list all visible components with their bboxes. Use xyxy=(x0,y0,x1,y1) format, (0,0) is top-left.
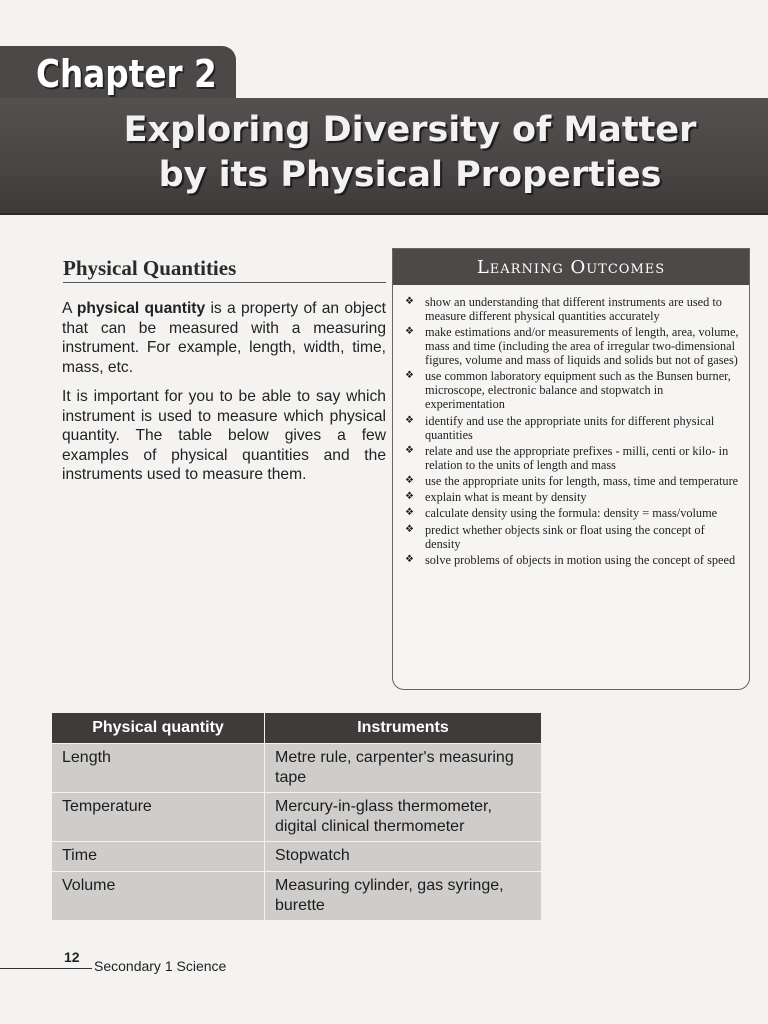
diamond-dots-icon: ❖ xyxy=(405,507,414,519)
chapter-title-line1: Exploring Diversity of Matter xyxy=(123,110,697,150)
para1-bold-term: physical quantity xyxy=(76,300,206,317)
chapter-title-line2: by its Physical Properties xyxy=(158,155,662,195)
diamond-dots-icon: ❖ xyxy=(405,444,414,456)
table-cell-instruments: Mercury-in-glass thermometer, digital clinical thermometer xyxy=(265,793,542,842)
learning-outcome-item xyxy=(405,490,741,504)
learning-outcome-item xyxy=(405,506,741,520)
table-cell-instruments: Measuring cylinder, gas syringe, burette xyxy=(265,872,542,921)
table-cell-quantity: Temperature xyxy=(52,793,265,842)
table-row xyxy=(52,793,542,842)
learning-outcome-text: use common laboratory equipment such as the Bunsen burner, microscope, electronic balance and stopwatch in experimentation xyxy=(425,369,731,412)
learning-outcome-text: relate and use the appropriate prefixes - milli, centi or kilo- in relation to the units of length and mass xyxy=(425,443,729,472)
learning-outcome-text: calculate density using the formula: density = mass/volume xyxy=(425,506,718,521)
table-cell-quantity: Volume xyxy=(52,872,265,921)
learning-outcome-text: show an understanding that different instruments are used to measure different physical quantities accurately xyxy=(425,295,722,323)
chapter-label: Chapter 2 xyxy=(36,52,217,96)
explanation-paragraph: It is important for you to be able to say which instrument is used to measure which physical quantity. The table below gives a few examples of physical quantities and the instruments used to measure them. xyxy=(62,388,386,483)
table-cell-instruments: Stopwatch xyxy=(265,842,542,872)
diamond-dots-icon: ❖ xyxy=(405,370,414,382)
heading-underline xyxy=(63,282,386,283)
table-cell-quantity: Length xyxy=(52,744,265,793)
diamond-dots-icon: ❖ xyxy=(405,326,414,338)
learning-outcome-text: identify and use the appropriate units for different physical quantities xyxy=(425,413,715,442)
learning-outcome-item xyxy=(405,295,741,323)
learning-outcome-text: solve problems of objects in motion using the concept of speed xyxy=(425,552,736,567)
learning-outcome-text: predict whether objects sink or float using the concept of density xyxy=(425,522,705,551)
table-row xyxy=(52,744,542,793)
learning-outcome-text: use the appropriate units for length, mass, time and temperature xyxy=(425,473,739,488)
learning-outcome-item xyxy=(405,523,741,551)
table-row xyxy=(52,842,542,872)
learning-outcomes-list xyxy=(405,295,741,569)
learning-outcome-item xyxy=(405,369,741,411)
learning-outcomes-title xyxy=(393,249,749,285)
learning-outcomes-box xyxy=(392,248,750,690)
diamond-dots-icon: ❖ xyxy=(405,523,414,535)
footer-rule xyxy=(0,968,92,969)
book-title: Secondary 1 Science xyxy=(94,958,227,974)
learning-outcome-item xyxy=(405,414,741,442)
table-header-quantity: Physical quantity xyxy=(52,713,265,744)
section-heading: Physical Quantities xyxy=(63,256,237,280)
intro-paragraph xyxy=(62,299,386,377)
learning-outcome-item xyxy=(405,553,741,567)
learning-outcomes-title-text: Learning Outcomes xyxy=(476,256,666,278)
learning-outcome-item xyxy=(405,325,741,367)
para1-pre: A xyxy=(62,300,77,317)
table-header-row xyxy=(52,713,542,744)
learning-outcome-text: make estimations and/or measurements of length, area, volume, mass and time (including the area of irregular two-dimensional figures, volume and mass of liquids and solids but not of gases) xyxy=(425,325,739,368)
diamond-dots-icon: ❖ xyxy=(405,553,414,565)
learning-outcome-text: explain what is meant by density xyxy=(425,490,587,505)
learning-outcome-item xyxy=(405,474,741,488)
physical-quantities-table xyxy=(51,712,542,921)
banner-divider xyxy=(0,213,768,215)
diamond-dots-icon: ❖ xyxy=(405,491,414,503)
chapter-title xyxy=(60,108,760,198)
para1-post: is a property of an object that can be measured with a measuring instrument. For example, length, width, time, mass, etc. xyxy=(62,300,386,376)
table-row xyxy=(52,872,542,921)
diamond-dots-icon: ❖ xyxy=(405,474,414,486)
diamond-dots-icon: ❖ xyxy=(405,414,414,426)
page-number: 12 xyxy=(64,949,80,965)
table-header-instruments: Instruments xyxy=(265,713,542,744)
table-cell-instruments: Metre rule, carpenter's measuring tape xyxy=(265,744,542,793)
table-cell-quantity: Time xyxy=(52,842,265,872)
diamond-dots-icon: ❖ xyxy=(405,296,414,307)
learning-outcome-item xyxy=(405,444,741,472)
